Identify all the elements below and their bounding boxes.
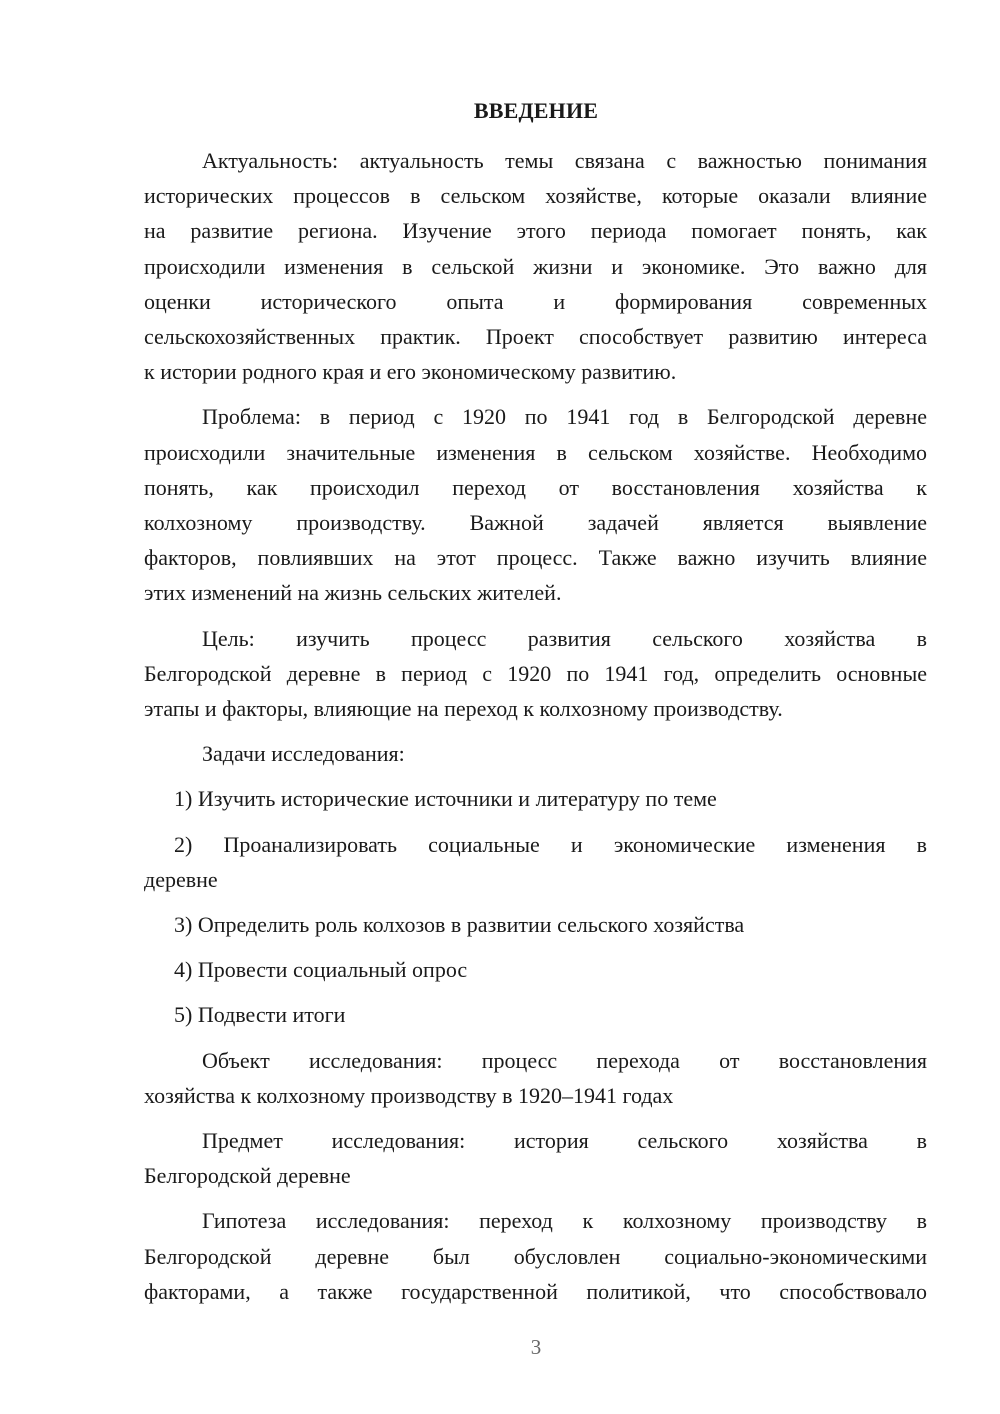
text-line: 1) Изучить исторические источники и литературу по теме — [174, 786, 717, 812]
task-item-4 — [144, 952, 927, 987]
paragraph-goal — [144, 621, 927, 727]
paragraph-hypothesis — [144, 1203, 927, 1309]
text-line: 3) Определить роль колхозов в развитии сельского хозяйства — [174, 912, 745, 938]
paragraph-subject — [144, 1123, 927, 1193]
text-line: этих изменений на жизнь сельских жителей. — [144, 580, 562, 606]
paragraph-relevance — [144, 143, 927, 389]
text-line: исторических процессов в сельском хозяйстве, которые оказали влияние — [144, 183, 927, 209]
task-item-1 — [144, 781, 927, 816]
text-line: Задачи исследования: — [202, 741, 405, 767]
page-title: ВВЕДЕНИЕ — [473, 98, 599, 123]
text-line: Белгородской деревне был обусловлен социально-экономическими — [144, 1243, 927, 1269]
paragraph-problem — [144, 399, 927, 610]
text-line: происходили изменения в сельской жизни и экономике. Это важно для — [144, 253, 927, 279]
text-line: Белгородской деревне — [144, 1163, 351, 1189]
text-line: происходили значительные изменения в сельском хозяйстве. Необходимо — [144, 439, 927, 465]
document-body — [144, 143, 927, 1309]
text-line: факторов, повлиявших на этот процесс. Также важно изучить влияние — [144, 545, 927, 571]
text-line: к истории родного края и его экономическому развитию. — [144, 359, 677, 385]
text-line: Предмет исследования: история сельского хозяйства в — [202, 1128, 927, 1154]
text-line: Гипотеза исследования: переход к колхозному производству в — [202, 1208, 927, 1234]
text-line: 2) Проанализировать социальные и экономические изменения в — [174, 831, 927, 857]
text-line: Объект исследования: процесс перехода от восстановления — [202, 1047, 927, 1073]
text-line: понять, как происходил переход от восстановления хозяйства к — [144, 474, 927, 500]
paragraph-tasks-heading — [144, 736, 927, 771]
task-item-5 — [144, 997, 927, 1032]
page-number: 3 — [530, 1335, 542, 1359]
text-line: 5) Подвести итоги — [174, 1002, 346, 1028]
text-line: Актуальность: актуальность темы связана с важностью понимания — [202, 148, 927, 173]
text-line: колхозному производству. Важной задачей является выявление — [144, 510, 927, 536]
text-line: хозяйства к колхозному производству в 1920–1941 годах — [144, 1082, 674, 1108]
text-line: 4) Провести социальный опрос — [174, 957, 468, 983]
text-line: деревне — [144, 866, 218, 892]
text-line: факторами, а также государственной политикой, что способствовало — [144, 1278, 927, 1304]
text-line: оценки исторического опыта и формирования современных — [144, 288, 927, 314]
task-item-3 — [144, 907, 927, 942]
text-line: на развитие региона. Изучение этого периода помогает понять, как — [144, 218, 927, 244]
text-line: сельскохозяйственных практик. Проект способствует развитию интереса — [144, 324, 927, 350]
paragraph-object — [144, 1043, 927, 1113]
text-line: Цель: изучить процесс развития сельского хозяйства в — [202, 625, 927, 651]
text-line: Проблема: в период с 1920 по 1941 год в Белгородской деревне — [202, 404, 927, 430]
text-line: этапы и факторы, влияющие на переход к колхозному производству. — [144, 696, 783, 722]
text-line: Белгородской деревне в период с 1920 по 1941 год, определить основные — [144, 660, 927, 686]
task-item-2 — [144, 827, 927, 897]
